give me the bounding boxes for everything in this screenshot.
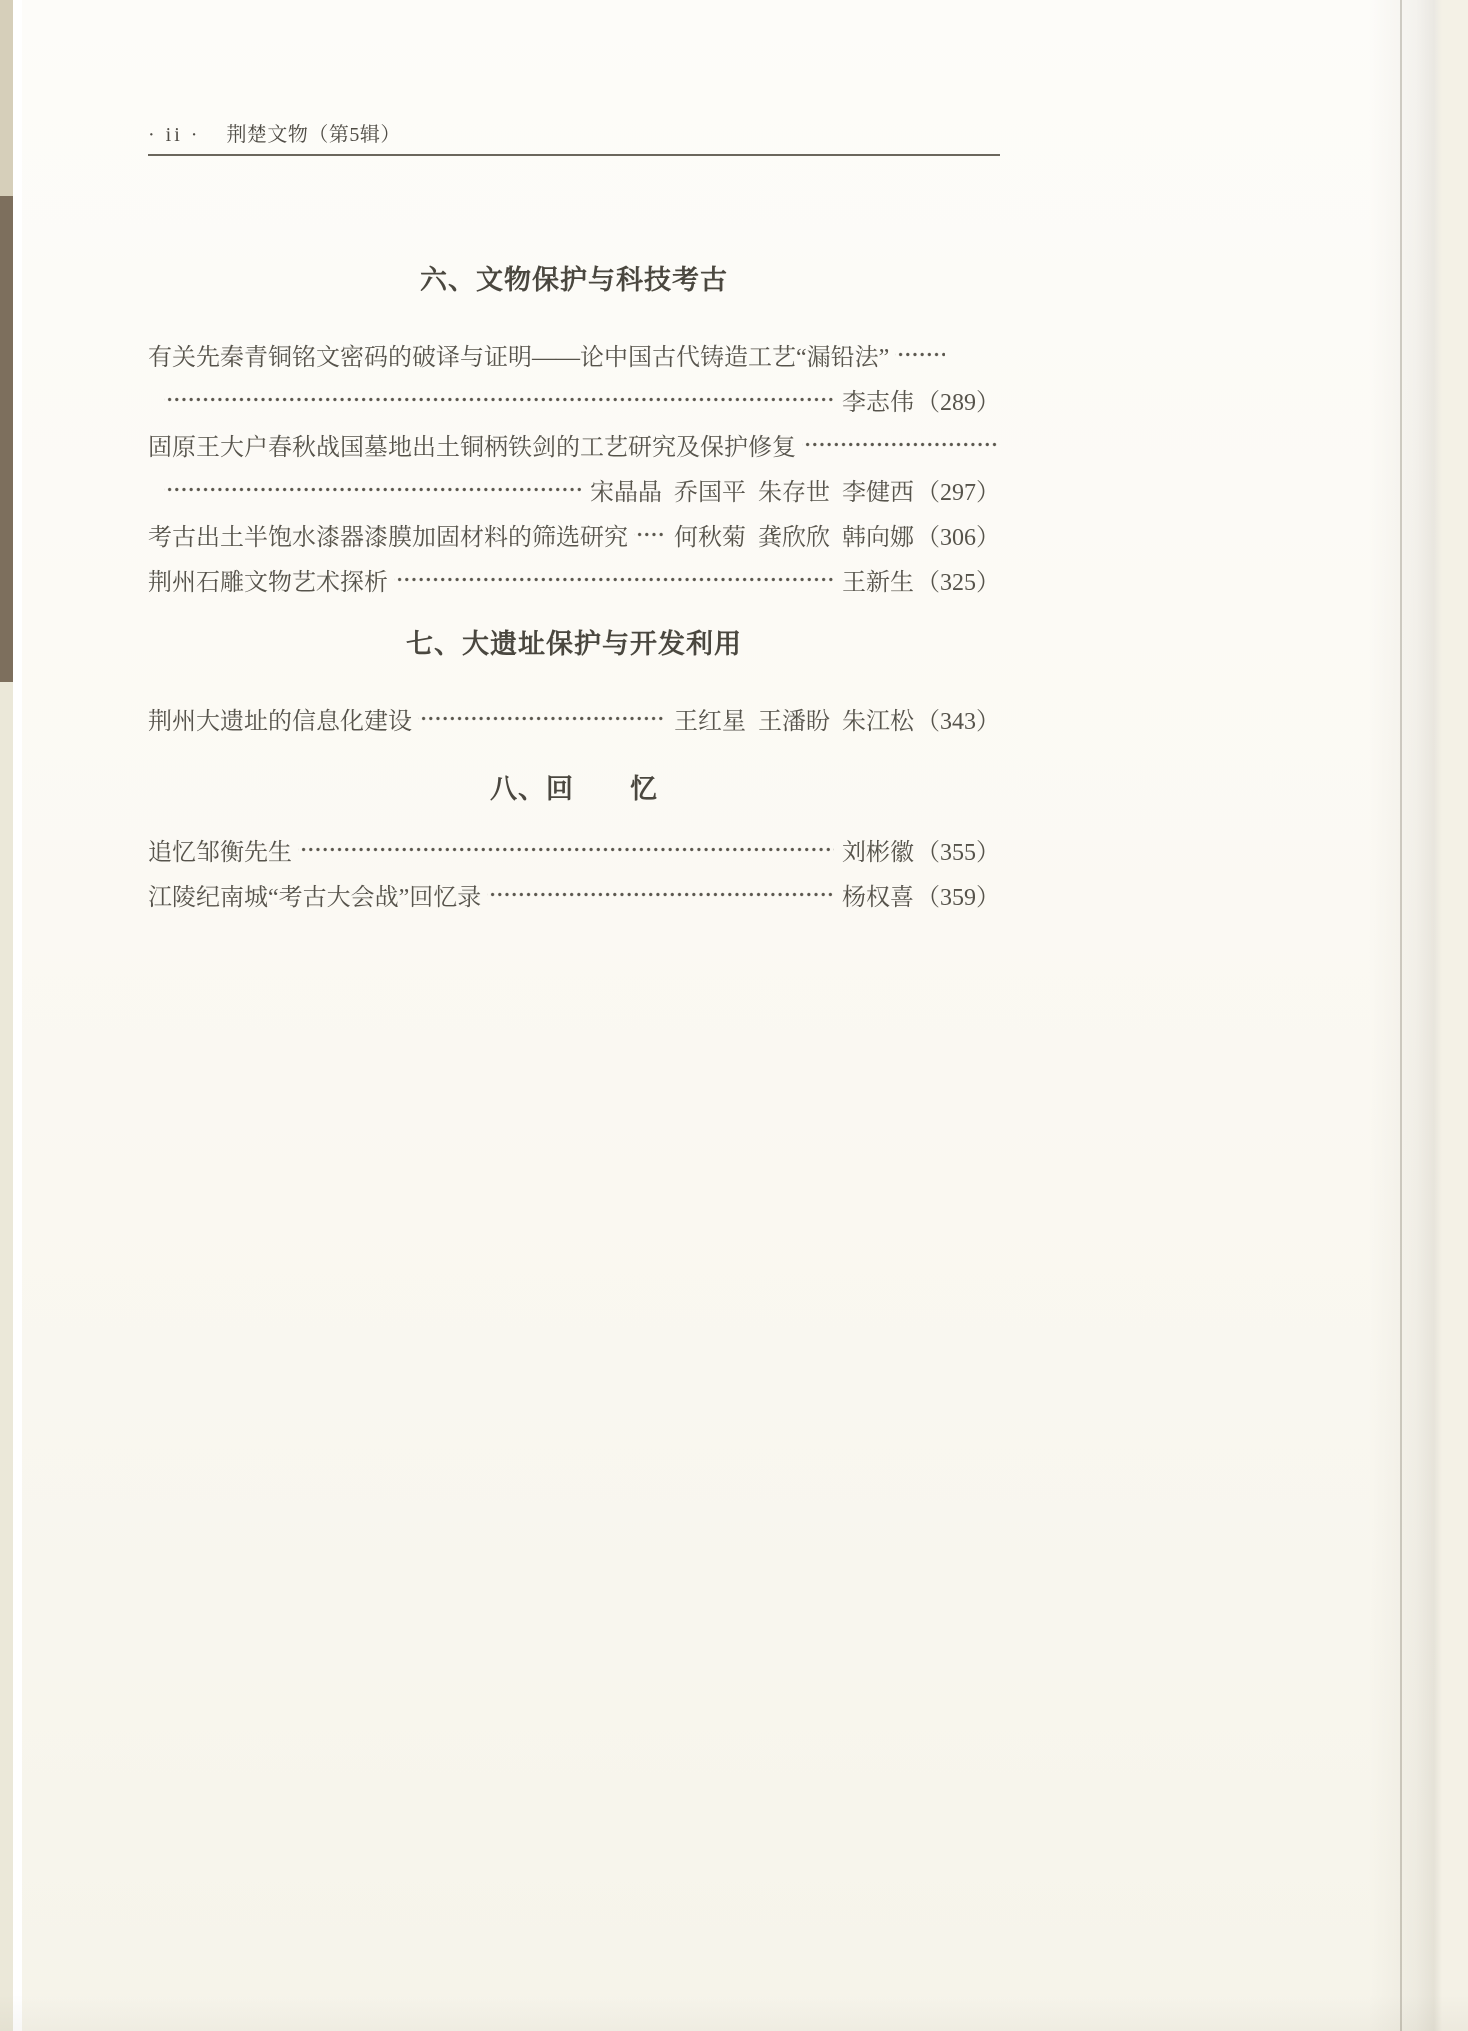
entry-authors: 王新生 xyxy=(842,570,914,596)
section-7-entries xyxy=(148,696,1000,741)
entry-title: 荆州大遗址的信息化建设 xyxy=(148,709,412,735)
spine-edge-strip-middle xyxy=(0,196,13,682)
entry-page-number: （325） xyxy=(916,570,1000,596)
entry-title-line xyxy=(148,422,1000,467)
toc-entry xyxy=(148,512,1000,557)
toc-entry xyxy=(148,696,1000,741)
entry-page-number: （343） xyxy=(916,709,1000,735)
page-edge-crease-line xyxy=(1400,0,1402,2031)
entry-page-number: （359） xyxy=(916,885,1000,911)
entry-title: 有关先秦青铜铭文密码的破译与证明——论中国古代铸造工艺“漏铅法” xyxy=(148,345,890,371)
spine-edge-strip-bottom xyxy=(0,682,13,2031)
section-heading-6: 六、文物保护与科技考古 xyxy=(420,265,728,295)
entry-authors: 宋晶晶 乔国平 朱存世 李健西 xyxy=(590,480,914,506)
header-rule xyxy=(148,154,1000,156)
entry-authors: 杨权喜 xyxy=(842,885,914,911)
dot-leader xyxy=(298,827,834,872)
dot-leader xyxy=(394,557,834,602)
page-header xyxy=(148,0,1000,147)
section-6-entries xyxy=(148,332,1000,602)
entry-page-number: （297） xyxy=(916,480,1000,506)
dot-leader xyxy=(164,467,582,512)
book-title: 荆楚文物（第5辑） xyxy=(226,124,401,146)
section-8-entries xyxy=(148,827,1000,917)
toc-entry xyxy=(148,872,1000,917)
toc-entry xyxy=(148,422,1000,512)
entry-continuation-line xyxy=(148,377,1000,422)
entry-authors: 李志伟 xyxy=(842,390,914,416)
spine-edge-strip-top xyxy=(0,0,13,196)
entry-title: 考古出土半饱水漆器漆膜加固材料的筛选研究 xyxy=(148,525,628,551)
entry-title: 荆州石雕文物艺术探析 xyxy=(148,570,388,596)
entry-title: 江陵纪南城“考古大会战”回忆录 xyxy=(148,885,482,911)
entry-authors: 王红星 王潘盼 朱江松 xyxy=(674,709,914,735)
entry-page-number: （289） xyxy=(916,390,1000,416)
dot-leader xyxy=(802,422,1000,467)
section-heading-8: 八、回 忆 xyxy=(490,774,658,804)
entry-line xyxy=(148,872,1000,917)
entry-authors: 何秋菊 龚欣欣 韩向娜 xyxy=(674,525,914,551)
entry-title-line xyxy=(148,332,1000,377)
section-heading-7: 七、大遗址保护与开发利用 xyxy=(406,629,742,659)
entry-line xyxy=(148,696,1000,741)
page-number-marker: · ii · xyxy=(148,124,201,146)
entry-authors: 刘彬徽 xyxy=(842,840,914,866)
spine-edge-gap xyxy=(13,0,22,2031)
entry-line xyxy=(148,557,1000,602)
entry-page-number: （306） xyxy=(916,525,1000,551)
entry-title: 固原王大户春秋战国墓地出土铜柄铁剑的工艺研究及保护修复 xyxy=(148,435,796,461)
page-bottom-shading xyxy=(0,1995,1468,2031)
toc-entry xyxy=(148,827,1000,872)
entry-line xyxy=(148,512,1000,557)
entry-title: 追忆邹衡先生 xyxy=(148,840,292,866)
toc-content xyxy=(148,0,1000,917)
dot-leader xyxy=(895,332,945,377)
dot-leader xyxy=(418,696,666,741)
entry-page-number: （355） xyxy=(916,840,1000,866)
page-edge-shading xyxy=(1368,0,1468,2031)
toc-entry xyxy=(148,557,1000,602)
dot-leader xyxy=(164,377,834,422)
entry-line xyxy=(148,827,1000,872)
toc-entry xyxy=(148,332,1000,422)
entry-continuation-line xyxy=(148,467,1000,512)
dot-leader xyxy=(634,512,666,557)
dot-leader xyxy=(487,872,834,917)
